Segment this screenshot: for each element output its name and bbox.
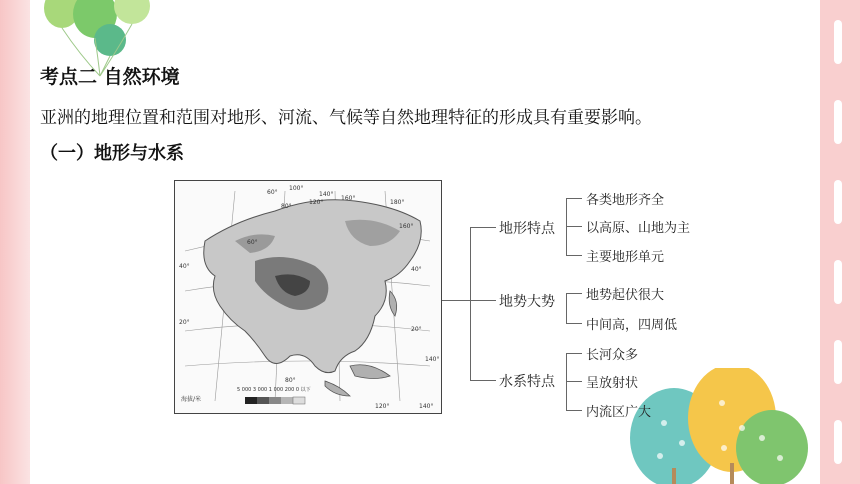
asia-relief-map (174, 180, 442, 414)
connector-line (470, 300, 496, 301)
tree-leaf: 各类地形齐全 (586, 193, 665, 208)
tree-leaf: 地势起伏很大 (586, 288, 665, 303)
lon-label: 120° (375, 403, 390, 410)
lat-label: 40° (179, 263, 190, 270)
right-border-decoration (820, 0, 860, 484)
left-border-decoration (0, 0, 30, 484)
connector-line (442, 300, 470, 301)
connector-line (470, 227, 471, 380)
intro-text: 亚洲的地理位置和范围对地形、河流、气候等自然地理特征的形成具有重要影响。 (40, 108, 652, 128)
tree-leaf: 以高原、山地为主 (586, 221, 691, 236)
connector-line (566, 410, 582, 411)
tree-leaf: 主要地形单元 (586, 250, 665, 265)
lon-label: 80° (281, 203, 292, 210)
lon-label: 180° (390, 199, 405, 206)
tree-leaf: 中间高，四周低 (586, 318, 678, 333)
tree-leaf: 长河众多 (586, 348, 639, 363)
connector-line (566, 381, 582, 382)
tree-leaf: 内流区广大 (586, 405, 652, 420)
tree-decoration (612, 368, 822, 484)
connector-line (566, 198, 582, 199)
tree-leaf: 呈放射状 (586, 376, 639, 391)
lon-label: 140° (425, 356, 440, 363)
lon-label: 60° (267, 189, 278, 196)
section-title: （一）地形与水系 (40, 143, 184, 164)
lon-label: 140° (419, 403, 434, 410)
lon-label: 120° (309, 199, 324, 206)
connector-line (566, 293, 582, 294)
map-legend-label: 海拔/米 (181, 396, 202, 403)
lon-label: 140° (319, 191, 334, 198)
connector-line (566, 255, 582, 256)
lat-label: 40° (411, 266, 422, 273)
tree-node-water: 水系特点 (496, 371, 558, 391)
lon-label: 80° (285, 377, 296, 384)
tree-node-relief: 地势大势 (496, 291, 558, 311)
lon-label: 160° (341, 195, 356, 202)
connector-line (566, 323, 582, 324)
lon-label: 160° (399, 223, 414, 230)
connector-line (470, 227, 496, 228)
lon-label: 100° (289, 185, 304, 192)
connector-line (566, 293, 567, 323)
connector-line (566, 353, 582, 354)
connector-line (470, 380, 496, 381)
tree-node-terrain: 地形特点 (496, 218, 558, 238)
map-legend-values: 5 000 3 000 1 000 200 0 以下 (237, 387, 311, 393)
lat-label: 60° (247, 239, 258, 246)
lat-label: 20° (179, 319, 190, 326)
page-heading: 考点二 自然环境 (40, 66, 180, 88)
connector-line (566, 226, 582, 227)
lat-label: 20° (411, 326, 422, 333)
